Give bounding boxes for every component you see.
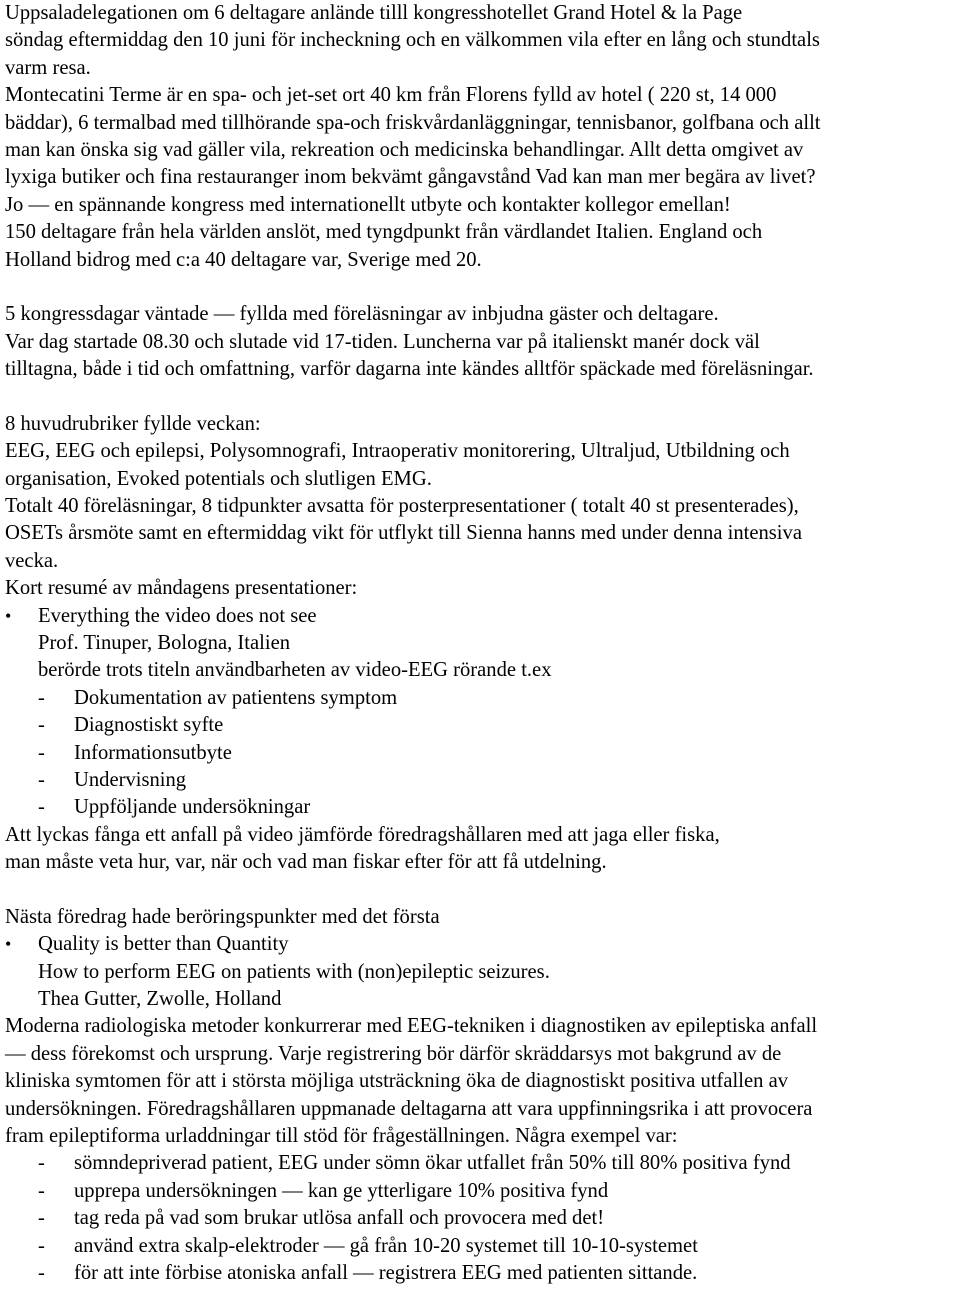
list-item-text: Dokumentation av patientens symptom xyxy=(74,686,398,709)
dash-marker: - xyxy=(38,1261,45,1284)
dash-list-item xyxy=(5,1260,955,1287)
paragraph-spacer xyxy=(5,383,955,410)
bullet-icon: • xyxy=(5,605,12,626)
dash-marker: - xyxy=(38,1207,45,1230)
bullet-item xyxy=(5,931,955,958)
paragraph-arrival xyxy=(5,0,955,82)
text-line: man måste veta hur, var, när och vad man fiskar efter för att få utdelning. xyxy=(5,851,607,874)
dash-list-item xyxy=(5,1205,955,1232)
list-item-text: Undervisning xyxy=(74,768,187,791)
talk-1 xyxy=(5,603,955,877)
text-line: Holland bidrog med c:a 40 deltagare var, Sverige med 20. xyxy=(5,248,482,271)
text-line: kliniska symtomen för att i största möjliga utsträckning öka de diagnostiskt positiva utfallen av xyxy=(5,1070,789,1093)
text-line: organisation, Evoked potentials och slutligen EMG. xyxy=(5,467,432,490)
text-line: Montecatini Terme är en spa- och jet-set ort 40 km från Florens fylld av hotel ( 220 st, 14 000 xyxy=(5,84,777,107)
talk-intro: Nästa föredrag hade beröringspunkter med det första xyxy=(5,905,440,928)
talk-2 xyxy=(5,904,955,1287)
text-line: Totalt 40 föreläsningar, 8 tidpunkter avsatta för posterpresentationer ( totalt 40 st presenterades), xyxy=(5,495,799,518)
text-line: 150 deltagare från hela världen anslöt, med tyngdpunkt från värdlandet Italien. England och xyxy=(5,221,763,244)
document-page xyxy=(5,0,955,1287)
list-item-text: använd extra skalp-elektroder — gå från 10-20 systemet till 10-10-systemet xyxy=(74,1234,698,1257)
paragraph-topics xyxy=(5,411,955,603)
text-line: bäddar), 6 termalbad med tillhörande spa-och friskvårdanläggningar, tennisbanor, golfbana och allt xyxy=(5,111,821,134)
talk-title: Everything the video does not see xyxy=(38,604,317,627)
dash-list-item xyxy=(5,1178,955,1205)
dash-list-item xyxy=(5,794,955,821)
text-line: — dess förekomst och ursprung. Varje registrering bör därför skräddarsys mot bakgrund av de xyxy=(5,1042,782,1065)
paragraph-montecatini xyxy=(5,82,955,274)
dash-marker: - xyxy=(38,1179,45,1202)
text-line: Uppsaladelegationen om 6 deltagare anlände tilll kongresshotellet Grand Hotel & la Page xyxy=(5,2,743,24)
dash-marker: - xyxy=(38,714,45,737)
list-item-text: tag reda på vad som brukar utlösa anfall och provocera med det! xyxy=(74,1207,605,1230)
text-line: undersökningen. Föredragshållaren uppmanade deltagarna att vara uppfinningsrika i att provocera xyxy=(5,1097,813,1120)
text-line: vecka. xyxy=(5,549,59,572)
list-item-text: upprepa undersökningen — kan ge ytterligare 10% positiva fynd xyxy=(74,1179,609,1202)
list-item-text: Informationsutbyte xyxy=(74,741,232,764)
dash-marker: - xyxy=(38,768,45,791)
talk-subtitle: How to perform EEG on patients with (non)epileptic seizures. xyxy=(38,960,550,983)
paragraph-spacer xyxy=(5,877,955,904)
bullet-icon: • xyxy=(5,934,12,955)
bullet-item xyxy=(5,603,955,630)
dash-list-item xyxy=(5,767,955,794)
list-item-text: Diagnostiskt syfte xyxy=(74,714,224,737)
text-line: varm resa. xyxy=(5,56,91,79)
talk-speaker: Prof. Tinuper, Bologna, Italien xyxy=(38,631,291,654)
text-line: man kan önska sig vad gäller vila, rekreation och medicinska behandlingar. Allt detta omgivet av xyxy=(5,138,804,161)
dash-marker: - xyxy=(38,1152,45,1175)
dash-marker: - xyxy=(38,1234,45,1257)
text-line: Att lyckas fånga ett anfall på video jämförde föredragshållaren med att jaga eller fiska, xyxy=(5,823,720,846)
text-line: Jo — en spännande kongress med internationellt utbyte och kontakter kollegor emellan! xyxy=(5,193,731,216)
dash-list-item xyxy=(5,740,955,767)
text-line: Kort resumé av måndagens presentationer: xyxy=(5,577,358,600)
dash-list-item xyxy=(5,1233,955,1260)
dash-marker: - xyxy=(38,796,45,819)
dash-marker: - xyxy=(38,741,45,764)
text-line: fram epileptiforma urladdningar till stöd för frågeställningen. Några exempel var: xyxy=(5,1125,678,1148)
list-item-text: Uppföljande undersökningar xyxy=(74,796,311,819)
dash-list-item xyxy=(5,1150,955,1177)
text-line: Var dag startade 08.30 och slutade vid 17-tiden. Luncherna var på italienskt manér dock väl xyxy=(5,330,760,353)
text-line: OSETs årsmöte samt en eftermiddag vikt för utflykt till Sienna hanns med under denna intensiva xyxy=(5,522,802,545)
text-line: EEG, EEG och epilepsi, Polysomnografi, Intraoperativ monitorering, Ultraljud, Utbildning och xyxy=(5,440,790,463)
talk-title: Quality is better than Quantity xyxy=(38,933,289,956)
text-line: 5 kongressdagar väntade — fyllda med föreläsningar av inbjudna gäster och deltagare. xyxy=(5,303,719,326)
text-line: söndag eftermiddag den 10 juni för incheckning och en välkommen vila efter en lång och stundtals xyxy=(5,29,820,52)
paragraph-spacer xyxy=(5,274,955,301)
list-item-text: sömndepriverad patient, EEG under sömn ökar utfallet från 50% till 80% positiva fynd xyxy=(74,1152,791,1175)
text-line: Moderna radiologiska metoder konkurrerar med EEG-tekniken i diagnostiken av epileptiska anfall xyxy=(5,1015,818,1038)
talk-speaker: Thea Gutter, Zwolle, Holland xyxy=(38,988,282,1011)
dash-marker: - xyxy=(38,686,45,709)
talk-intro: berörde trots titeln användbarheten av video-EEG rörande t.ex xyxy=(38,659,552,682)
text-line: 8 huvudrubriker fyllde veckan: xyxy=(5,412,261,435)
paragraph-schedule xyxy=(5,301,955,383)
text-line: lyxiga butiker och fina restauranger inom bekvämt gångavstånd Vad kan man mer begära av livet? xyxy=(5,166,816,189)
list-item-text: för att inte förbise atoniska anfall — registrera EEG med patienten sittande. xyxy=(74,1261,698,1284)
dash-list-item xyxy=(5,685,955,712)
dash-list-item xyxy=(5,712,955,739)
text-line: tilltagna, både i tid och omfattning, varför dagarna inte kändes alltför späckade med föreläsningar. xyxy=(5,358,814,381)
